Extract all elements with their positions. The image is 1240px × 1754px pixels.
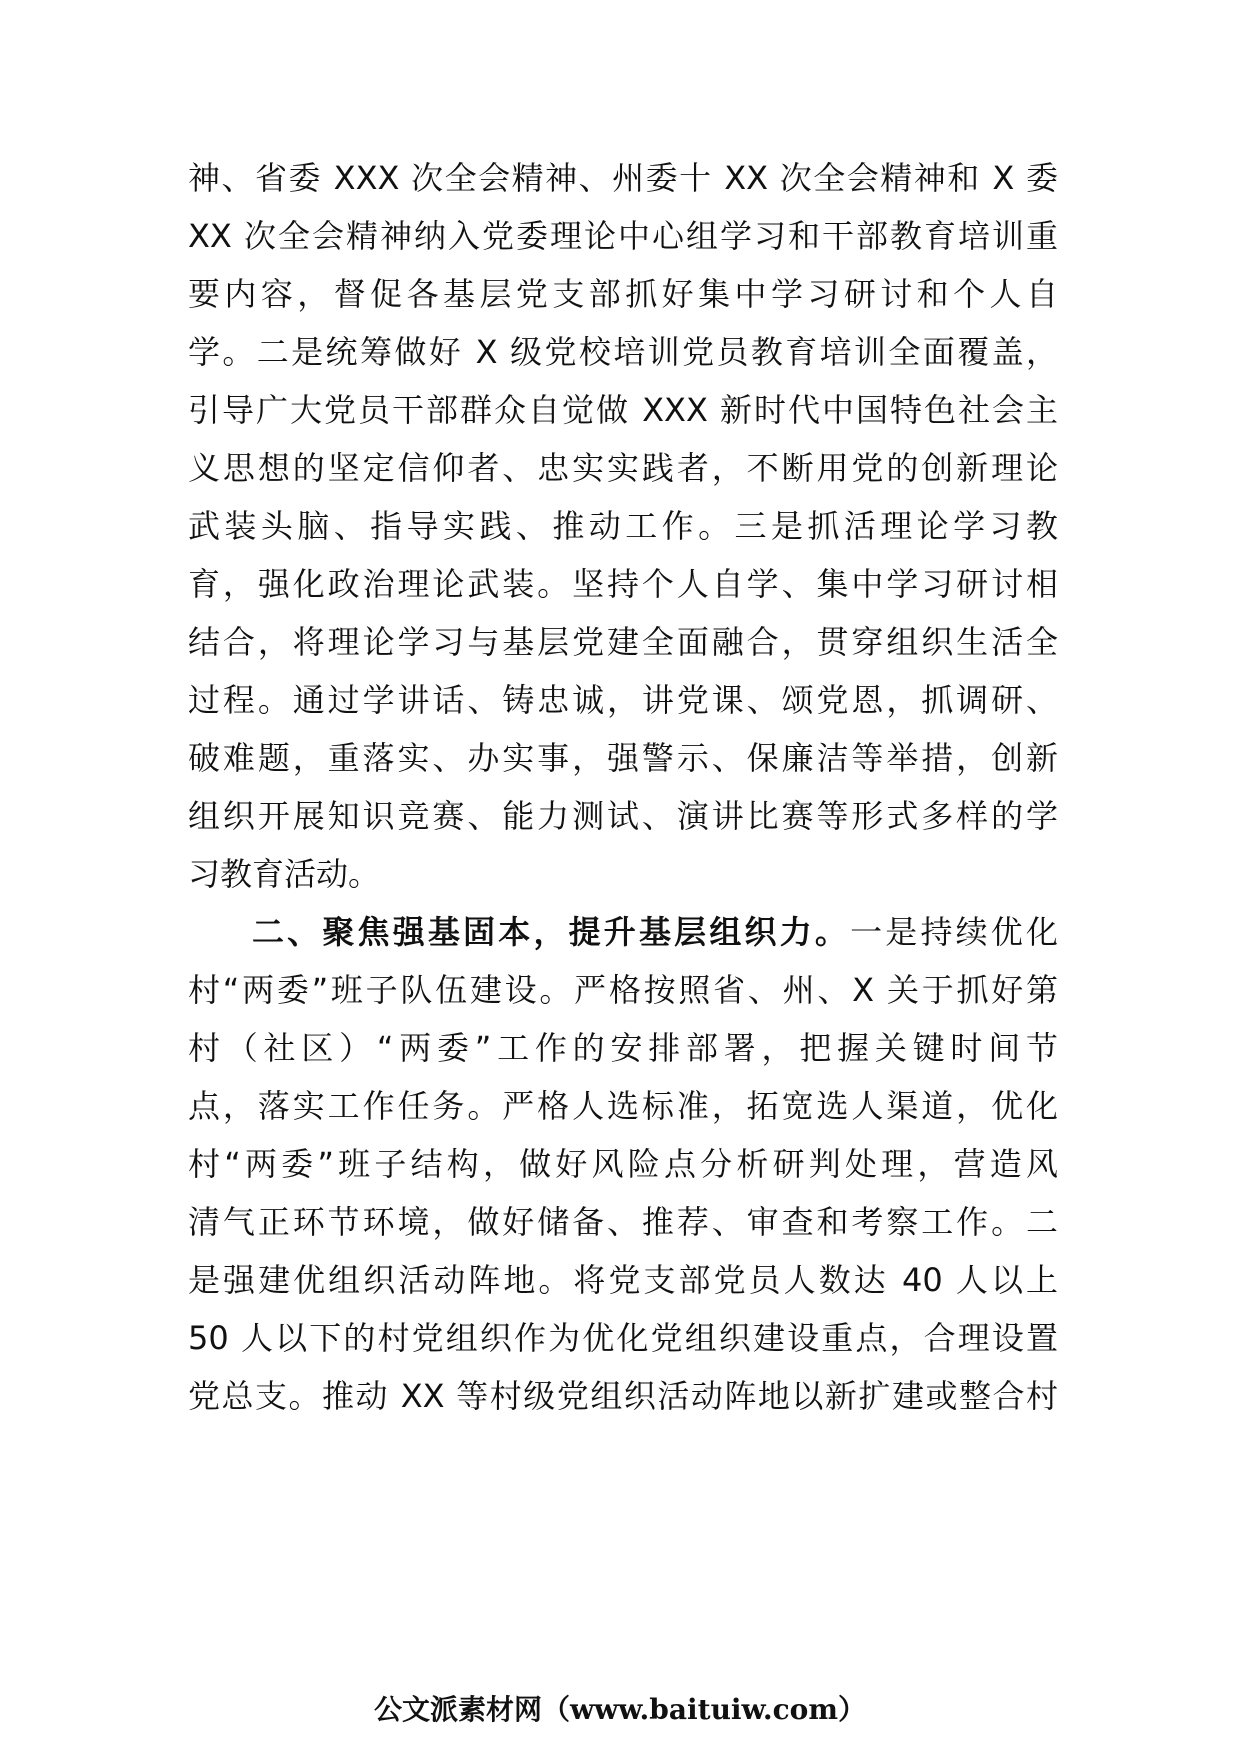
body-line: 清气正环节环境，做好储备、推荐、审查和考察工作。二: [188, 1203, 1058, 1241]
body-line: 村“两委”班子队伍建设。严格按照省、州、X 关于抓好第: [188, 971, 1058, 1009]
body-line: 党总支。推动 XX 等村级党组织活动阵地以新扩建或整合村: [188, 1377, 1058, 1415]
section-heading: 二、聚焦强基固本，提升基层组织力。: [252, 913, 851, 951]
body-line: 育，强化政治理论武装。坚持个人自学、集中学习研讨相: [188, 565, 1058, 603]
body-line: 要内容，督促各基层党支部抓好集中学习研讨和个人自: [188, 275, 1058, 313]
body-line: 学。二是统筹做好 X 级党校培训党员教育培训全面覆盖，: [188, 333, 1058, 371]
body-line: 义思想的坚定信仰者、忠实实践者，不断用党的创新理论: [188, 449, 1058, 487]
body-line: 结合，将理论学习与基层党建全面融合，贯穿组织生活全: [188, 623, 1058, 661]
body-line: 是强建优组织活动阵地。将党支部党员人数达 40 人以上: [188, 1261, 1058, 1299]
body-line: 神、省委 XXX 次全会精神、州委十 XX 次全会精神和 X 委: [188, 159, 1058, 197]
section-heading-rest: 一是持续优化: [850, 913, 1058, 951]
body-line: XX 次全会精神纳入党委理论中心组学习和干部教育培训重: [188, 217, 1058, 255]
page-footer: 公文派素材网（www.baituiw.com）: [374, 1693, 866, 1726]
body-line: 习教育活动。: [188, 855, 381, 893]
body-line: 破难题，重落实、办实事，强警示、保廉洁等举措，创新: [188, 739, 1058, 777]
body-line: 组织开展知识竞赛、能力测试、演讲比赛等形式多样的学: [188, 797, 1058, 835]
body-line: 村“两委”班子结构，做好风险点分析研判处理，营造风: [188, 1145, 1058, 1183]
body-line: 武装头脑、指导实践、推动工作。三是抓活理论学习教: [188, 507, 1058, 545]
body-line: 点，落实工作任务。严格人选标准，拓宽选人渠道，优化: [188, 1087, 1058, 1125]
body-line: 村（社区）“两委”工作的安排部署，把握关键时间节: [188, 1029, 1058, 1067]
body-line: 过程。通过学讲话、铸忠诚，讲党课、颂党恩，抓调研、: [188, 681, 1058, 719]
section-heading-line: [252, 912, 1058, 952]
body-line: 引导广大党员干部群众自觉做 XXX 新时代中国特色社会主: [188, 391, 1058, 429]
body-line: 50 人以下的村党组织作为优化党组织建设重点，合理设置: [188, 1319, 1058, 1357]
